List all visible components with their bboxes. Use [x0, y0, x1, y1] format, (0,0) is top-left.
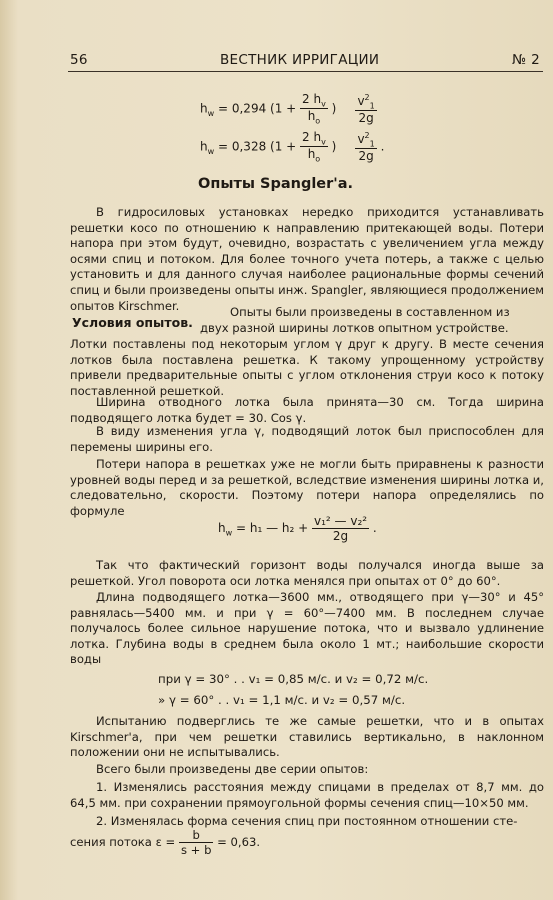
side-heading-conditions: Условия опытов.	[72, 315, 193, 330]
paragraph-series-1: 1. Изменялись расстояния между спицами в пределах от 8,7 мм. до 64,5 мм. при сохранении прямоугольной формы сечения спиц—10×50 мм.	[70, 780, 544, 810]
paragraph-angle: В виду изменения угла γ, подводящий лоток был приспособлен для перемены ширины его.	[70, 424, 544, 454]
paragraph-conditions-rest: Лотки поставлены под некоторым углом γ друг к другу. В месте сечения лотков была поставлена решетка. К такому упрощенному устройству привели предварительные опыты с углом отклонения струи косо к потоку поставленной решеткой.	[70, 337, 544, 398]
formula-5: сения потока ε = $\frac{b}{s + b}$ = 0,63.	[70, 828, 261, 857]
page-header	[70, 50, 540, 72]
formula-2: $h_w = 0,328$ (1 + $\frac{2 h_v}{h_o}$ ) $\frac{v^2_1}{2g}$ .	[200, 130, 385, 164]
section-heading: Опыты Spangler'a.	[198, 176, 354, 192]
page-number: 56	[70, 52, 88, 68]
paragraph-length: Длина подводящего лотка—3600 мм., отводящего при γ—30° и 45° равнялась—5400 мм. и при γ = 60°—7400 мм. В последнем случае получалось более сильное нарушение потока, что и вызвало удлинение лотка. Глубина воды в среднем была около 1 мт.; наибольшие скорости воды	[70, 590, 544, 667]
paragraph-testing: Испытанию подверглись те же самые решетки, что и в опытах Kirschmer'a, при чем решетки ставились вертикально, в наклонном положении они не испытывались.	[70, 714, 544, 760]
paragraph-horizon: Так что фактический горизонт воды получался иногда выше за решеткой. Угол поворота оси лотка менялся при опытах от 0° до 60°.	[70, 558, 544, 588]
formula-4: при γ = 30° . . v₁ = 0,85 м/с. и v₂ = 0,72 м/с. » γ = 60° . . v₁ = 1,1 м/с. и v₂ = 0,57 м/с.	[158, 672, 429, 707]
journal-title: ВЕСТНИК ИРРИГАЦИИ	[220, 52, 380, 68]
issue-number: № 2	[512, 52, 540, 68]
paragraph-conditions-line2: двух разной ширины лотков опытном устройстве.	[200, 321, 509, 335]
paragraph-losses: Потери напора в решетках уже не могли быть приравнены к разности уровней воды перед и за решеткой, вследствие изменения ширины лотка и, следовательно, скорости. Поэтому потери напора определялись по формуле	[70, 457, 544, 518]
formula-3: $h_w = h_1$ — h₂ + $\frac{\text{v₁² — v₂²}}{2g}$ .	[218, 514, 377, 543]
paragraph-series-2: 2. Изменялась форма сечения спиц при постоянном отношении сте-	[96, 814, 518, 828]
paragraph-intro: В гидросиловых установках нередко приходится устанавливать решетки косо по отношению к направлению притекающей воды. Потери напора при этом будут, очевидно, возрастать с увеличением угла между осями спиц и потоком. Для более точного учета потерь, а также с целью установить и для данного случая наиболее рациональные формы сечений спиц и были произведены опыты инж. Spangler, являющиеся продолжением опытов Kirschmer.	[70, 205, 544, 313]
paragraph-series: Всего были произведены две серии опытов:	[96, 762, 369, 776]
paragraph-width: Ширина отводного лотка была принята—30 см. Тогда ширина подводящего лотка будет = 30. Cos γ.	[70, 395, 544, 425]
paragraph-conditions-line1: Опыты были произведены в составленном из	[230, 305, 510, 319]
formula-1: $h_w = 0,294$ (1 + $\frac{2 h_v}{h_o}$ ) $\frac{v^2_1}{2g}$	[200, 92, 375, 126]
header-rule	[68, 71, 543, 72]
